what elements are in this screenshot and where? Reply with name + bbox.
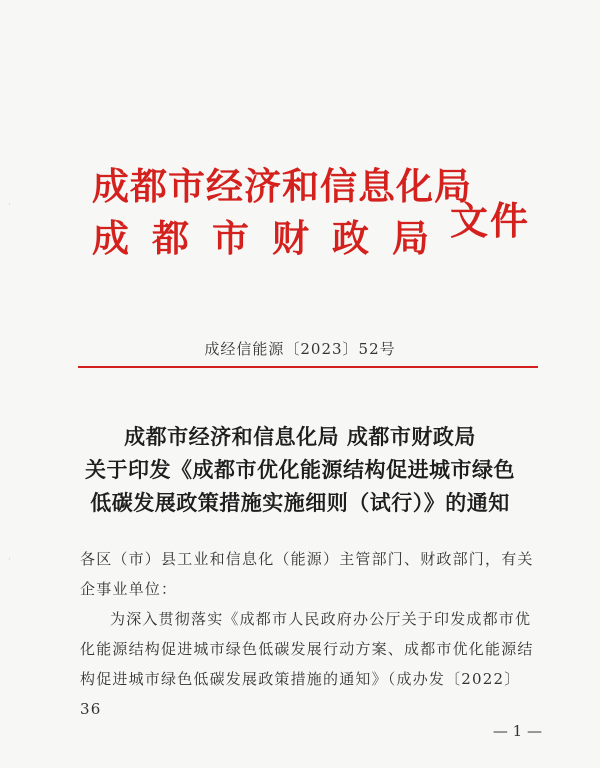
issuer-line-1: 成都市经济和信息化局 [92,164,472,208]
title-line-1: 成都市经济和信息化局 成都市财政局 [124,424,476,449]
addressee: 各区（市）县工业和信息化（能源）主管部门、财政部门，有关企事业单位： [80,550,534,598]
title-line-2: 关于印发《成都市优化能源结构促进城市绿色 [85,457,515,482]
notice-title [60,420,540,519]
document-word: 文件 [450,198,531,243]
document-number: 成经信能源〔2023〕52号 [204,340,396,358]
issuer-line-2: 成都市财政局 [92,216,452,260]
margin-mark: · [8,200,11,210]
title-line-3: 低碳发展政策措施实施细则（试行）》的通知 [90,490,510,515]
issuer-header [92,160,472,264]
page-number: — 1 — [492,722,542,740]
body-paragraph: 为深入贯彻落实《成都市人民政府办公厅关于印发成都市优化能源结构促进城市绿色低碳发展行动方案、成都市优化能源结构促进城市绿色低碳发展政策措施的通知》（成办发〔2022〕36 [80,610,534,718]
red-divider-line [78,366,538,368]
notice-body [80,544,540,724]
margin-mark: · [8,555,11,565]
